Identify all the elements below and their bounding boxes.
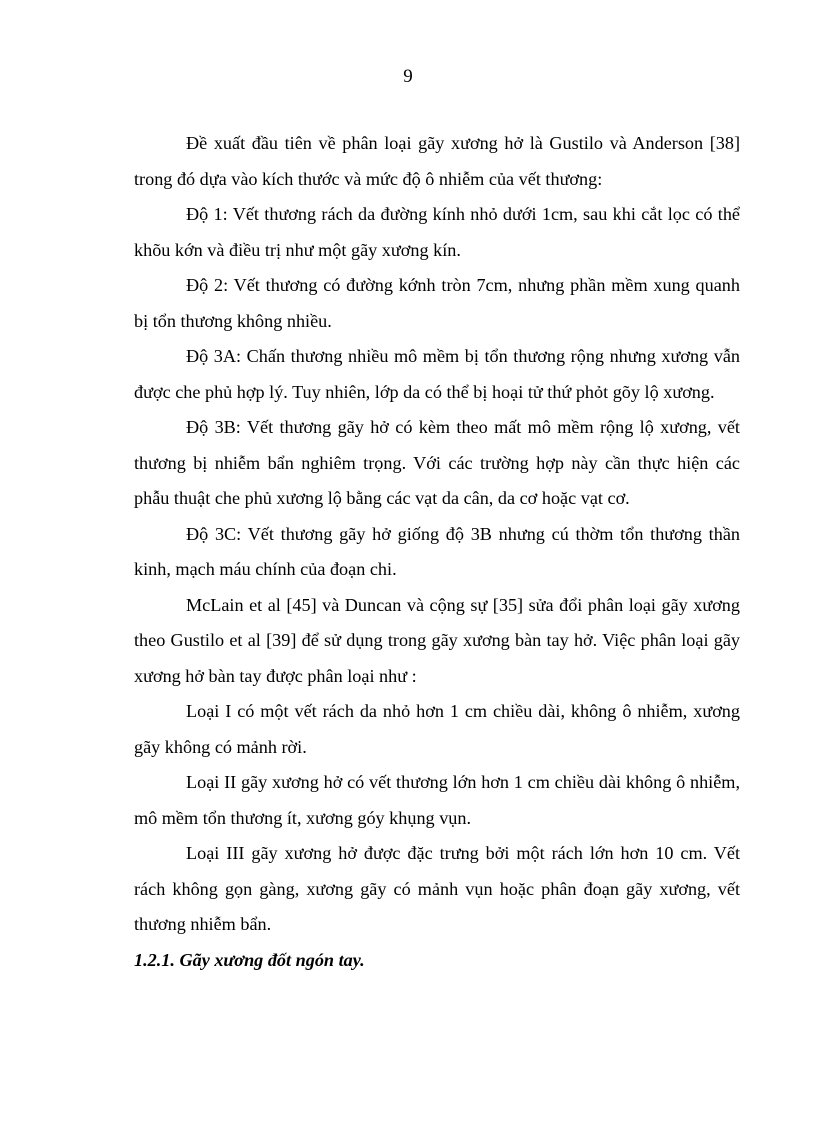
- paragraph-hand-classification: McLain et al [45] và Duncan và cộng sự [35] sửa đổi phân loại gãy xương theo Gustilo et al [39] để sử dụng trong gãy xương bàn tay hở. Việc phân loại gãy xương hở bàn tay được phân loại như :: [134, 594, 740, 686]
- paragraph-grade-3a: Độ 3A: Chấn thương nhiều mô mềm bị tổn thương rộng nhưng xương vẫn được che phủ hợp lý. Tuy nhiên, lớp da có thể bị hoại tử thứ phỏt gõy lộ xương.: [134, 346, 740, 402]
- paragraph-intro: Đề xuất đầu tiên về phân loại gãy xương hở là Gustilo và Anderson [38] trong đó dựa vào kích thước và mức độ ô nhiễm của vết thương:: [134, 133, 740, 189]
- paragraph-grade-2: Độ 2: Vết thương có đường kớnh tròn 7cm, nhưng phần mềm xung quanh bị tổn thương không nhiều.: [134, 275, 740, 331]
- page-number: 9: [403, 66, 413, 87]
- paragraph-type-3: Loại III gãy xương hở được đặc trưng bởi một rách lớn hơn 10 cm. Vết rách không gọn gàng, xương gãy có mảnh vụn hoặc phân đoạn gãy xương, vết thương nhiễm bẩn.: [134, 843, 740, 934]
- paragraph-grade-1: Độ 1: Vết thương rách da đường kính nhỏ dưới 1cm, sau khi cắt lọc có thể khõu kớn và điều trị như một gãy xương kín.: [134, 204, 740, 260]
- paragraph-type-2: Loại II gãy xương hở có vết thương lớn hơn 1 cm chiều dài không ô nhiễm, mô mềm tổn thương ít, xương góy khụng vụn.: [134, 772, 740, 828]
- paragraph-grade-3c: Độ 3C: Vết thương gãy hở giống độ 3B nhưng cú thờm tổn thương thần kinh, mạch máu chính của đoạn chi.: [134, 523, 740, 579]
- paragraph-type-1: Loại I có một vết rách da nhỏ hơn 1 cm chiều dài, không ô nhiễm, xương gãy không có mảnh rời.: [134, 701, 740, 757]
- section-heading: 1.2.1. Gãy xương đốt ngón tay.: [134, 949, 365, 970]
- document-body: [134, 126, 740, 978]
- paragraph-grade-3b: Độ 3B: Vết thương gãy hở có kèm theo mất mô mềm rộng lộ xương, vết thương bị nhiễm bẩn nghiêm trọng. Với các trường hợp này cần thực hiện các phẫu thuật che phủ xương lộ bằng các vạt da cân, da cơ hoặc vạt cơ.: [134, 417, 740, 508]
